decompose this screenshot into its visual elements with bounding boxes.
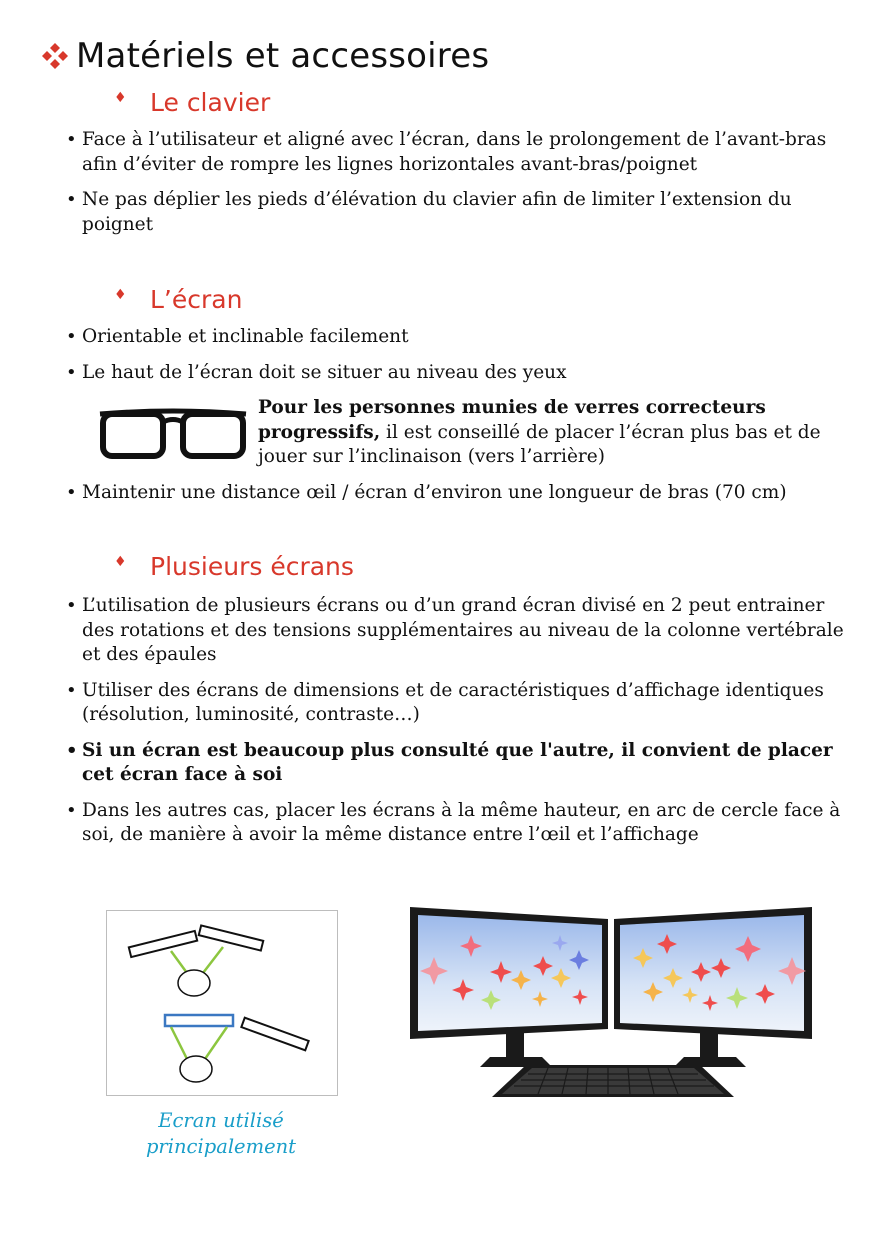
list-item: • Si un écran est beaucoup plus consulté que l'autre, il convient de placer cet écran face à soi (66, 739, 833, 785)
section-title: L’écran (150, 285, 243, 314)
list-item: • Ne pas déplier les pieds d’élévation du clavier afin de limiter l’extension du poignet (66, 189, 792, 235)
figure-caption: Ecran utilisé principalement (145, 1109, 297, 1158)
ecran-list (64, 325, 844, 396)
list-item: • Dans les autres cas, placer les écrans à la même hauteur, en arc de cercle face à soi, de manière à avoir la même distance entre l’œil et l’affichage (66, 799, 841, 845)
dual-monitor-illustration (408, 905, 818, 1105)
plusieurs-list (64, 594, 844, 859)
section-title: Plusieurs écrans (150, 552, 354, 581)
glasses-note (98, 396, 858, 476)
ecran-list-2 (64, 481, 844, 517)
clavier-list (64, 128, 844, 248)
list-item: • Orientable et inclinable facilement (66, 326, 409, 347)
screen-layout-diagram (106, 910, 338, 1096)
main-heading (40, 34, 489, 78)
section-heading-clavier (114, 88, 270, 117)
note-text: Pour les personnes munies de verres correcteurs progressifs, il est conseillé de placer l’écran plus bas et de jouer sur l’inclinaison (vers l’arrière) (258, 397, 821, 467)
diamond-icon: ♦ (114, 287, 127, 303)
list-item: • Maintenir une distance œil / écran d’environ une longueur de bras (70 cm) (66, 482, 787, 503)
section-title: Le clavier (150, 88, 271, 117)
list-item: • Le haut de l’écran doit se situer au niveau des yeux (66, 361, 567, 383)
diagram-drawing (107, 911, 337, 1095)
section-heading-plusieurs (114, 552, 354, 581)
section-heading-ecran (114, 285, 242, 314)
list-item: • Utiliser des écrans de dimensions et de caractéristiques d’affichage identiques (résolution, luminosité, contraste…) (66, 679, 824, 725)
glasses-icon (98, 408, 248, 460)
keyboard-drawing (492, 1065, 734, 1097)
list-item: • L’utilisation de plusieurs écrans ou d’un grand écran divisé en 2 peut entrainer des rotations et des tensions supplémentaires au niveau de la colonne vertébrale et des épaules (66, 595, 844, 665)
dual-monitor-drawing (408, 905, 818, 1101)
page-title: Matériels et accessoires (76, 36, 490, 76)
diamond-icon: ♦ (114, 90, 127, 106)
diamond-icon: ♦ (114, 554, 127, 570)
list-item: • Face à l’utilisateur et aligné avec l’écran, dans le prolongement de l’avant-bras afin d’éviter de rompre les lignes horizontales avant-bras/poignet (66, 129, 827, 175)
four-diamonds-icon (40, 41, 70, 71)
